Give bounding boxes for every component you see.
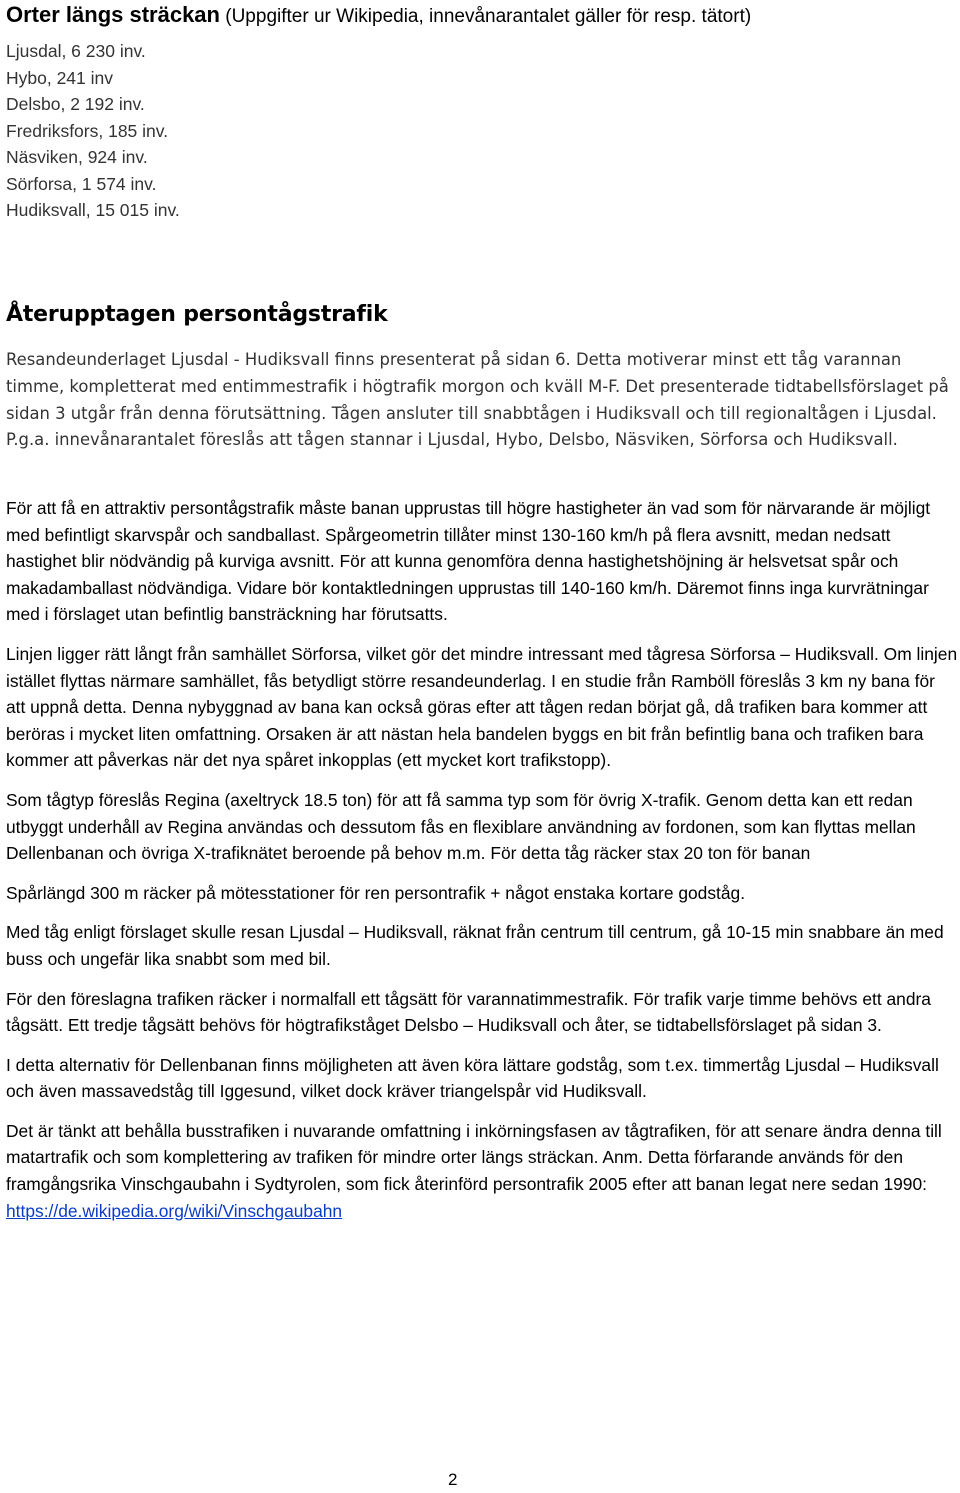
list-item: Fredriksfors, 185 inv. [6,120,169,141]
paragraph-bus-traffic-text: Det är tänkt att behålla busstrafiken i nuvarande omfattning i inkörningsfasen av tågtrafiken, för att senare ändra denna till matartrafik och som komplettering av trafiken för mindre orter längs sträckan. Anm. Detta förfarande används för den framgångsrika Vinschgaubahn i Sydtyrolen, som fick återinförd persontrafik 2005 efter att banan legat nere sedan 1990: [6,1120,942,1195]
body-text [6,495,958,1237]
places-heading-subtitle: (Uppgifter ur Wikipedia, innevånarantalet gäller för resp. tätort) [219,6,752,27]
paragraph-bus-traffic [6,1118,958,1224]
paragraph-trainsets: För den föreslagna trafiken räcker i normalfall ett tågsätt för varannatimmestrafik. För trafik varje timme behövs ett andra tågsätt. Ett tredje tågsätt behövs för högtrafikståget Delsbo – Hudiksvall och åter, se tidtabellsförslaget på sidan 3. [6,988,931,1036]
paragraph-freight: I detta alternativ för Dellenbanan finns möjligheten att även köra lättare godståg, som t.ex. timmertåg Ljusdal – Hudiksvall och även massavedståg till Iggesund, vilket dock kräver triangelspår vid Hudiksvall. [6,1054,939,1102]
list-item: Delsbo, 2 192 inv. [6,94,145,114]
list-item: Näsviken, 924 inv. [6,147,148,167]
places-heading [6,2,956,28]
page-number: 2 [448,1470,458,1489]
paragraph-upgrade: För att få en attraktiv persontågstrafik måste banan upprustas till högre hastigheter än vad som för närvarande är möjligt med befintligt skarvspår och sandballast. Spårgeometrin tillåter minst 130-160 km/h på flera avsnitt, medan nedsatt hastighet blir nödvändig på kurviga avsnitt. För att kunna genomföra denna hastighetshöjning är helsvetsat spår och makadamballast nödvändiga. Vidare bör kontaktledningen upprustas till 140-160 km/h. Däremot finns inga kurvrätningar med i förslaget utan befintlig bansträckning har förutsatts. [6,498,931,625]
places-list [6,38,606,224]
list-item: Hudiksvall, 15 015 inv. [6,200,180,220]
list-item: Hybo, 241 inv [6,67,114,88]
vinschgaubahn-link[interactable]: https://de.wikipedia.org/wiki/Vinschgaubahn [6,1200,343,1221]
places-heading-title: Orter längs sträckan [6,2,220,27]
paragraph-track-length: Spårlängd 300 m räcker på mötesstationer för ren persontrafik + något enstaka kortare godståg. [6,882,746,903]
list-item: Sörforsa, 1 574 inv. [6,173,157,194]
intro-paragraph: Resandeunderlaget Ljusdal - Hudiksvall finns presenterat på sidan 6. Detta motiverar minst ett tåg varannan timme, kompletterat med entimmestrafik i högtrafik morgon och kväll M-F. Det presenterade tidtabellsförslaget på sidan 3 utgår från denna förutsättning. Tågen ansluter till snabbtågen i Hudiksvall och till regionaltågen i Ljusdal. P.g.a. innevånarantalet föreslås att tågen stannar i Ljusdal, Hybo, Delsbo, Näsviken, Sörforsa och Hudiksvall. [6,350,949,450]
paragraph-travel-time: Med tåg enligt förslaget skulle resan Ljusdal – Hudiksvall, räknat från centrum till centrum, gå 10-15 min snabbare än med buss och ungefär lika snabbt som med bil. [6,922,944,969]
section-heading: Återupptagen persontågstrafik [6,302,388,327]
paragraph-train-type: Som tågtyp föreslås Regina (axeltryck 18.5 ton) för att få samma typ som för övrig X-trafik. Genom detta kan ett redan utbyggt underhåll av Regina användas och dessutom fås en flexiblare användning av fordonen, som kan flyttas mellan Dellenbanan och övriga X-trafiknätet beroende på behov m.m. För detta tåg räcker stax 20 ton för banan [6,789,916,864]
list-item: Ljusdal, 6 230 inv. [6,41,146,61]
paragraph-sorforsa: Linjen ligger rätt långt från samhället Sörforsa, vilket gör det mindre intressant med tågresa Sörforsa – Hudiksvall. Om linjen istället flyttas närmare samhället, fås betydligt större resandeunderlag. I en studie från Ramböll föreslås 3 km ny bana för att uppnå detta. Denna nybyggnad av bana kan också göras efter att tågen redan börjat gå, då trafiken bara kommer att beröras i mycket liten omfattning. Orsaken är att nästan hela bandelen byggs en bit från befintlig bana och trafiken bara kommer att påverkas när det nya spåret inkopplas (ett mycket kort trafikstopp). [6,643,958,771]
